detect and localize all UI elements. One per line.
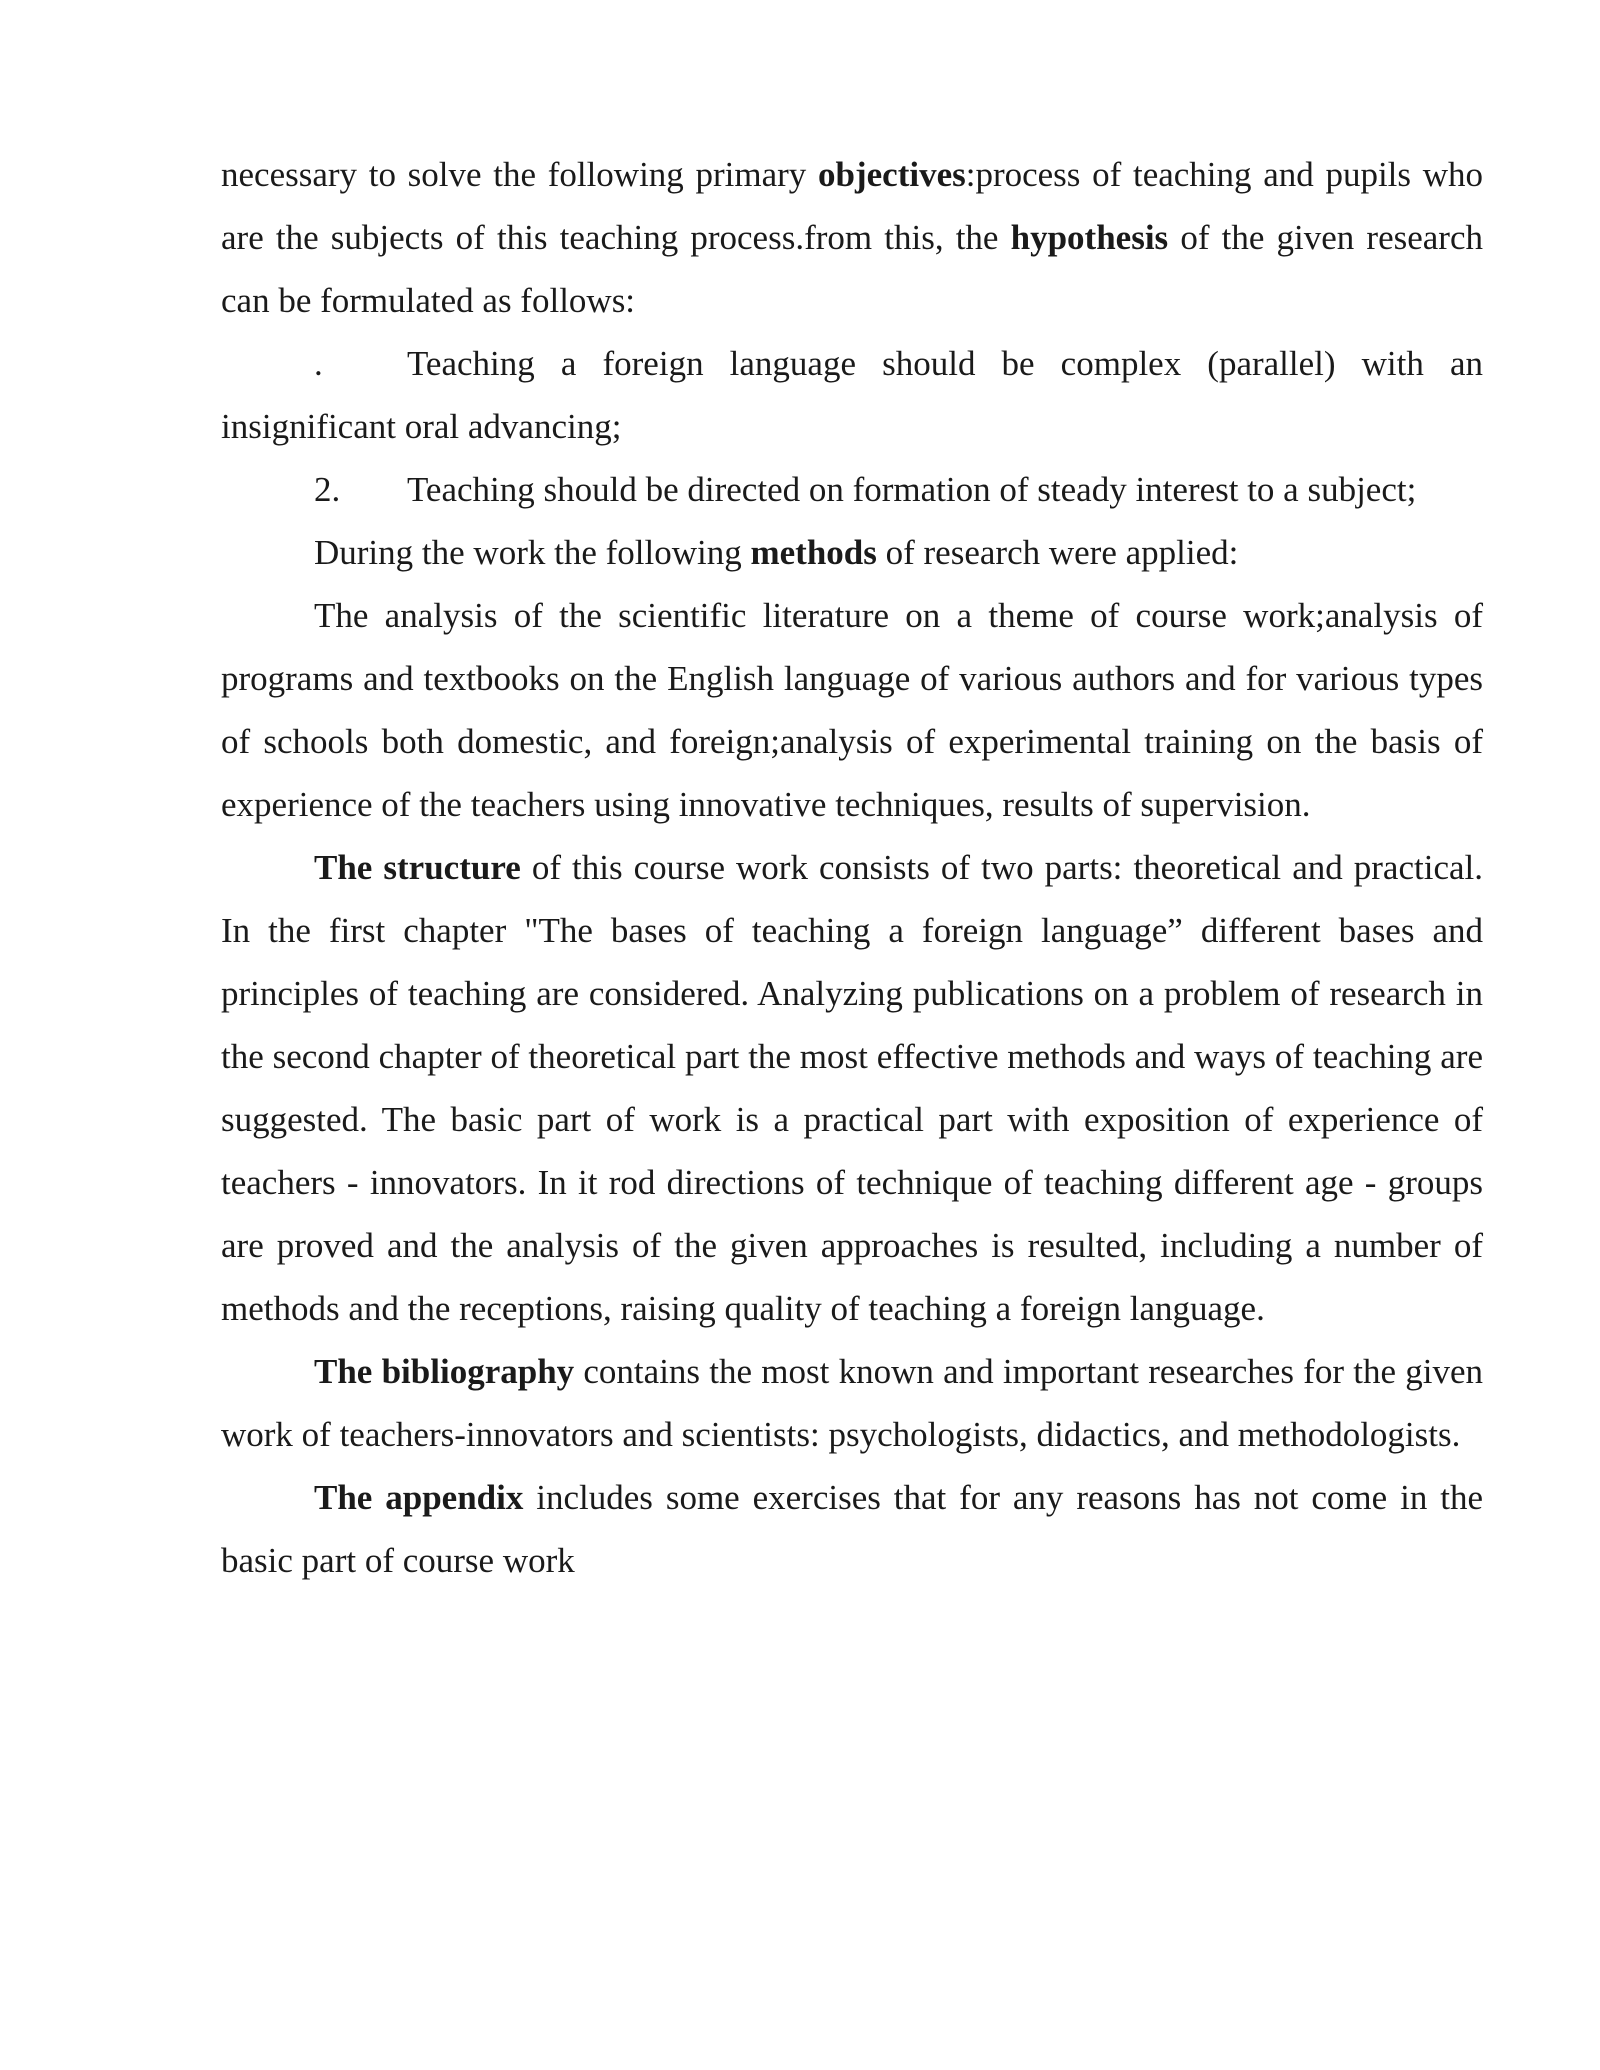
text-run: includes some exercises that for any reasons has not come in the basic part of course work (221, 1478, 1483, 1580)
bold-term-structure: The structure (314, 848, 521, 887)
list-item-text: Teaching a foreign language should be complex (parallel) with an insignificant oral advancing; (221, 344, 1483, 446)
bold-term-appendix: The appendix (314, 1478, 524, 1517)
text-run: of the given research can be formulated as follows: (221, 218, 1483, 320)
list-item-1 (221, 332, 1483, 458)
list-item-2 (221, 458, 1483, 521)
text-run: necessary to solve the following primary (221, 155, 818, 194)
paragraph-bibliography (221, 1340, 1483, 1466)
text-run: of this course work consists of two parts: theoretical and practical. In the first chapter "The bases of teaching a foreign language” different bases and principles of teaching are considered. Analyzing publications on a problem of research in the second chapter of theoretical part the most effective methods and ways of teaching are suggested. The basic part of work is a practical part with exposition of experience of teachers - innovators. In it rod directions of technique of teaching different age - groups are proved and the analysis of the given approaches is resulted, including a number of methods and the receptions, raising quality of teaching a foreign language. (221, 848, 1483, 1328)
list-marker: 2. (314, 470, 341, 509)
bold-term-bibliography: The bibliography (314, 1352, 575, 1391)
paragraph-appendix (221, 1466, 1483, 1592)
text-run: contains the most known and important researches for the given work of teachers-innovators and scientists: psychologists, didactics, and methodologists. (221, 1352, 1483, 1454)
text-run: During the work the following (314, 533, 751, 572)
paragraph-analysis: The analysis of the scientific literature on a theme of course work;analysis of programs and textbooks on the English language of various authors and for various types of schools both domestic, and foreign;analysis of experimental training on the basis of experience of the teachers using innovative techniques, results of supervision. (221, 596, 1483, 824)
text-run: of research were applied: (876, 533, 1239, 572)
bold-term-methods: methods (750, 533, 877, 572)
bold-term-hypothesis: hypothesis (1010, 218, 1169, 257)
body-text (221, 143, 1483, 1592)
list-marker: . (314, 344, 323, 383)
paragraph-objectives (221, 143, 1483, 332)
list-item-text: Teaching should be directed on formation of steady interest to a subject; (407, 470, 1417, 509)
bold-term-objectives: objectives (818, 155, 966, 194)
paragraph-methods (221, 521, 1483, 584)
text-run: :process of teaching and pupils who are the subjects of this teaching process.from this, the (221, 155, 1484, 257)
paragraph-structure (221, 836, 1483, 1340)
